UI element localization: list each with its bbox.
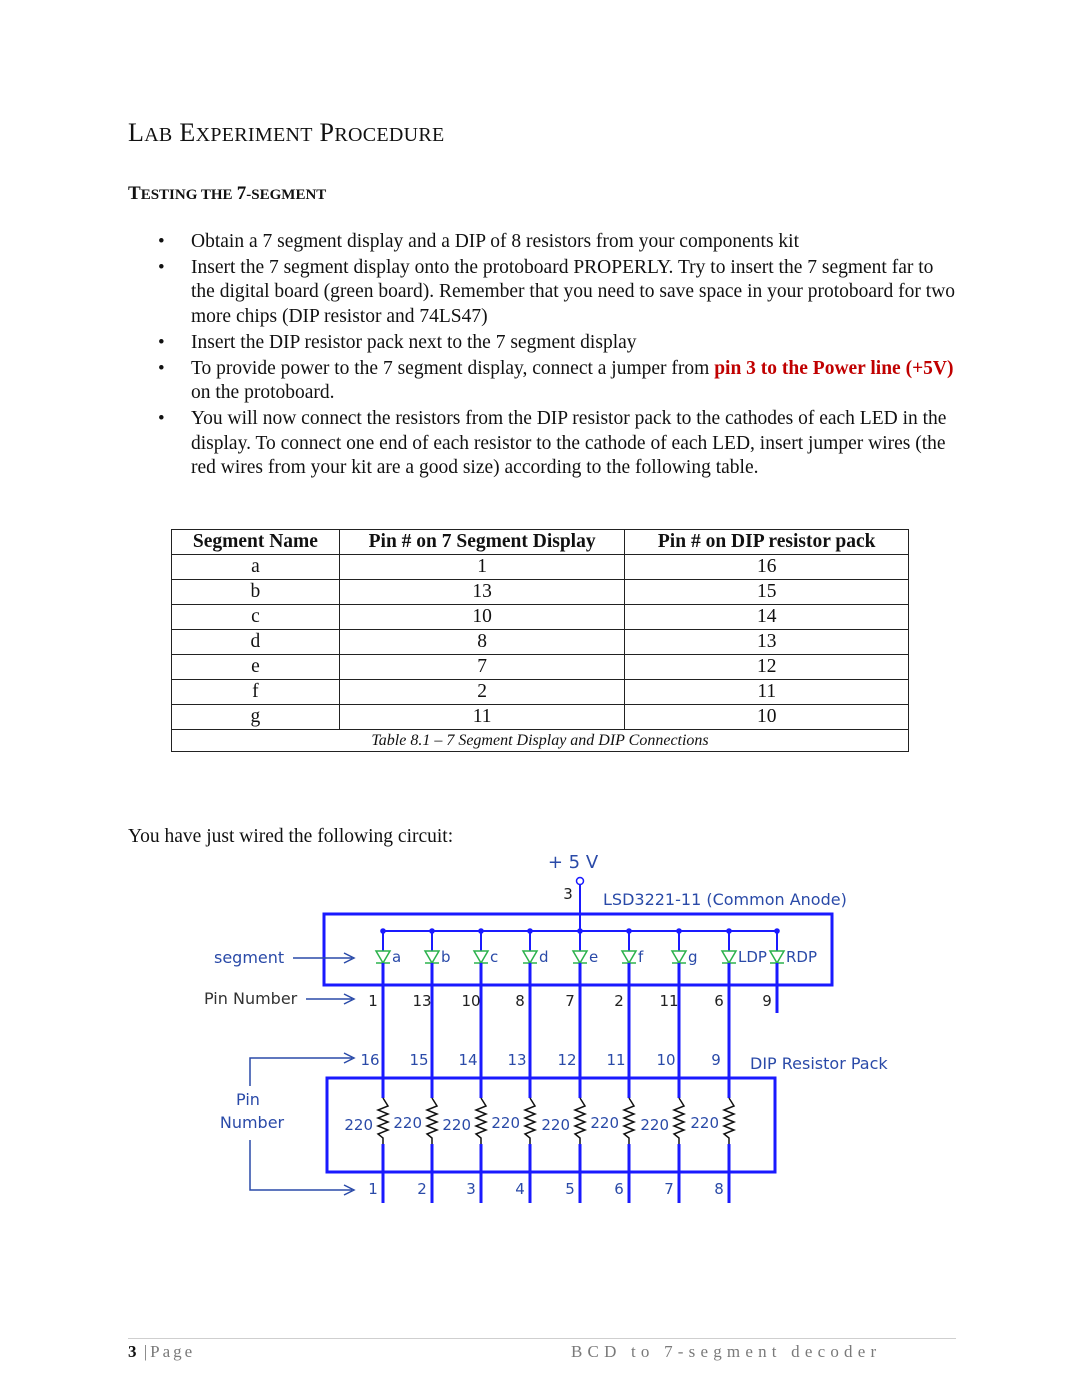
table-cell: c [172, 605, 340, 630]
resistor-symbol [427, 1098, 437, 1144]
segment-name: a [392, 948, 402, 966]
led-symbol [722, 951, 736, 963]
resistor-value: 220 [491, 1114, 520, 1132]
segment-name: b [441, 948, 451, 966]
segment-name: c [490, 948, 499, 966]
segment-name: e [589, 948, 599, 966]
footer-divider [128, 1338, 956, 1339]
dip-top-pin-number: 14 [458, 1051, 478, 1069]
sub-heading: TESTING THE 7-SEGMENT [128, 183, 327, 204]
connection-table [171, 529, 909, 752]
dip-top-pin-number: 15 [409, 1051, 429, 1069]
dip-bottom-pin-number: 7 [664, 1180, 674, 1198]
segment-label: segment [214, 948, 285, 967]
display-pin-number: 6 [714, 992, 724, 1010]
led-symbol [474, 951, 488, 963]
display-pin-number: 9 [762, 992, 772, 1010]
resistor-symbol [525, 1098, 535, 1144]
led-symbol [573, 951, 587, 963]
segment-name: RDP [786, 948, 818, 966]
dip-top-pin-number: 11 [606, 1051, 626, 1069]
resistor-symbol [476, 1098, 486, 1144]
supply-terminal [577, 878, 584, 885]
table-cell: 1 [339, 555, 625, 580]
display-pin-number: 10 [461, 992, 481, 1010]
chip-label: LSD3221-11 (Common Anode) [603, 890, 847, 909]
column-header: Segment Name [172, 530, 340, 555]
dip-pin-label: Pin [236, 1090, 260, 1109]
table-row [172, 680, 909, 705]
dip-bottom-pin-number: 8 [714, 1180, 724, 1198]
dip-resistor-label: DIP Resistor Pack [750, 1054, 888, 1073]
display-pin-number: 13 [412, 992, 432, 1010]
dip-bottom-arrow [250, 1140, 352, 1190]
footer-page: 3 |Page [128, 1342, 196, 1361]
table-row [172, 655, 909, 680]
dip-top-pin-number: 10 [656, 1051, 676, 1069]
table-cell: 12 [625, 655, 909, 680]
display-pin-number: 2 [614, 992, 624, 1010]
segment-name: g [688, 948, 698, 966]
dip-top-arrow [250, 1058, 352, 1086]
dip-bottom-pin-number: 1 [368, 1180, 378, 1198]
resistor-symbol [624, 1098, 634, 1144]
dip-bottom-pin-number: 3 [466, 1180, 476, 1198]
resistor-value: 220 [442, 1116, 471, 1134]
circuit-static [204, 852, 888, 1195]
display-pin-number: 11 [659, 992, 679, 1010]
table-cell: 10 [625, 705, 909, 730]
column-header: Pin # on DIP resistor pack [625, 530, 909, 555]
display-pin-number: 7 [565, 992, 575, 1010]
table-cell: 13 [625, 630, 909, 655]
dip-top-pin-number: 16 [360, 1051, 380, 1069]
dip-bottom-pin-number: 4 [515, 1180, 525, 1198]
table-cell: 15 [625, 580, 909, 605]
footer-title: BCD to 7-segment decoder [571, 1342, 882, 1361]
list-item: • Insert the DIP resistor pack next to the 7 segment display [158, 331, 958, 356]
segment-name: f [638, 948, 644, 966]
anode-pin-number: 3 [563, 885, 573, 903]
led-symbol [672, 951, 686, 963]
column-header: Pin # on 7 Segment Display [339, 530, 625, 555]
resistor-value: 220 [393, 1114, 422, 1132]
table-row [172, 605, 909, 630]
resistor-symbol [378, 1098, 388, 1144]
resistor-value: 220 [590, 1114, 619, 1132]
list-item: • Obtain a 7 segment display and a DIP of 8 resistors from your components kit [158, 230, 958, 255]
resistor-value: 220 [690, 1114, 719, 1132]
dip-bottom-pin-number: 2 [417, 1180, 427, 1198]
display-pin-number: 8 [515, 992, 525, 1010]
procedure-list [158, 230, 958, 482]
circuit-diagram [0, 848, 1080, 1218]
resistor-value: 220 [541, 1116, 570, 1134]
led-symbol [523, 951, 537, 963]
table-cell: 16 [625, 555, 909, 580]
table-cell: 7 [339, 655, 625, 680]
table-cell: d [172, 630, 340, 655]
table-row [172, 705, 909, 730]
supply-label: + 5 V [547, 852, 599, 873]
circuit-columns [344, 928, 817, 1203]
table-row [172, 630, 909, 655]
highlight-text: pin 3 to the Power line (+5V) [714, 357, 954, 379]
list-item: • Insert the 7 segment display onto the protoboard PROPERLY. Try to insert the 7 segment far to the digital board (green board). Remember that you need to save space in your protoboard for two more chips (DIP resistor and 74LS47) [158, 256, 958, 330]
table-cell: g [172, 705, 340, 730]
section-heading: LAB EXPERIMENT PROCEDURE [128, 118, 445, 147]
resistor-symbol [724, 1098, 734, 1144]
table-row [172, 555, 909, 580]
table-cell: 10 [339, 605, 625, 630]
display-pin-number: 1 [368, 992, 378, 1010]
dip-top-pin-number: 13 [507, 1051, 527, 1069]
table-cell: 2 [339, 680, 625, 705]
table-cell: f [172, 680, 340, 705]
table-cell: 14 [625, 605, 909, 630]
table-caption-row [172, 730, 909, 752]
led-symbol [425, 951, 439, 963]
segment-name: LDP [738, 948, 767, 966]
resistor-symbol [575, 1098, 585, 1144]
resistor-symbol [674, 1098, 684, 1144]
table-cell: 13 [339, 580, 625, 605]
table-cell: b [172, 580, 340, 605]
dip-bottom-pin-number: 5 [565, 1180, 575, 1198]
table-cell: 11 [625, 680, 909, 705]
dip-pin-label: Number [219, 1113, 285, 1132]
dip-top-pin-number: 9 [711, 1051, 721, 1069]
dip-bottom-pin-number: 6 [614, 1180, 624, 1198]
segment-name: d [539, 948, 549, 966]
table-header-row [172, 530, 909, 555]
led-symbol [622, 951, 636, 963]
resistor-value: 220 [640, 1116, 669, 1134]
circuit-intro-text: You have just wired the following circuit: [128, 826, 454, 847]
resistor-value: 220 [344, 1116, 373, 1134]
table-cell: a [172, 555, 340, 580]
table-cell: 11 [339, 705, 625, 730]
table-caption: Table 8.1 – 7 Segment Display and DIP Connections [172, 730, 909, 752]
table-cell: 8 [339, 630, 625, 655]
led-symbol [770, 951, 784, 963]
table-cell: e [172, 655, 340, 680]
list-item: • To provide power to the 7 segment display, connect a jumper from pin 3 to the Power line (+5V) on the protoboard. [158, 357, 958, 406]
table-row [172, 580, 909, 605]
dip-top-pin-number: 12 [557, 1051, 577, 1069]
led-symbol [376, 951, 390, 963]
list-item: • You will now connect the resistors from the DIP resistor pack to the cathodes of each LED in the display. To connect one end of each resistor to the cathode of each LED, insert jumper wires (the red wires from your kit are a good size) according to the following table. [158, 407, 958, 481]
display-pin-label: Pin Number [204, 989, 298, 1008]
